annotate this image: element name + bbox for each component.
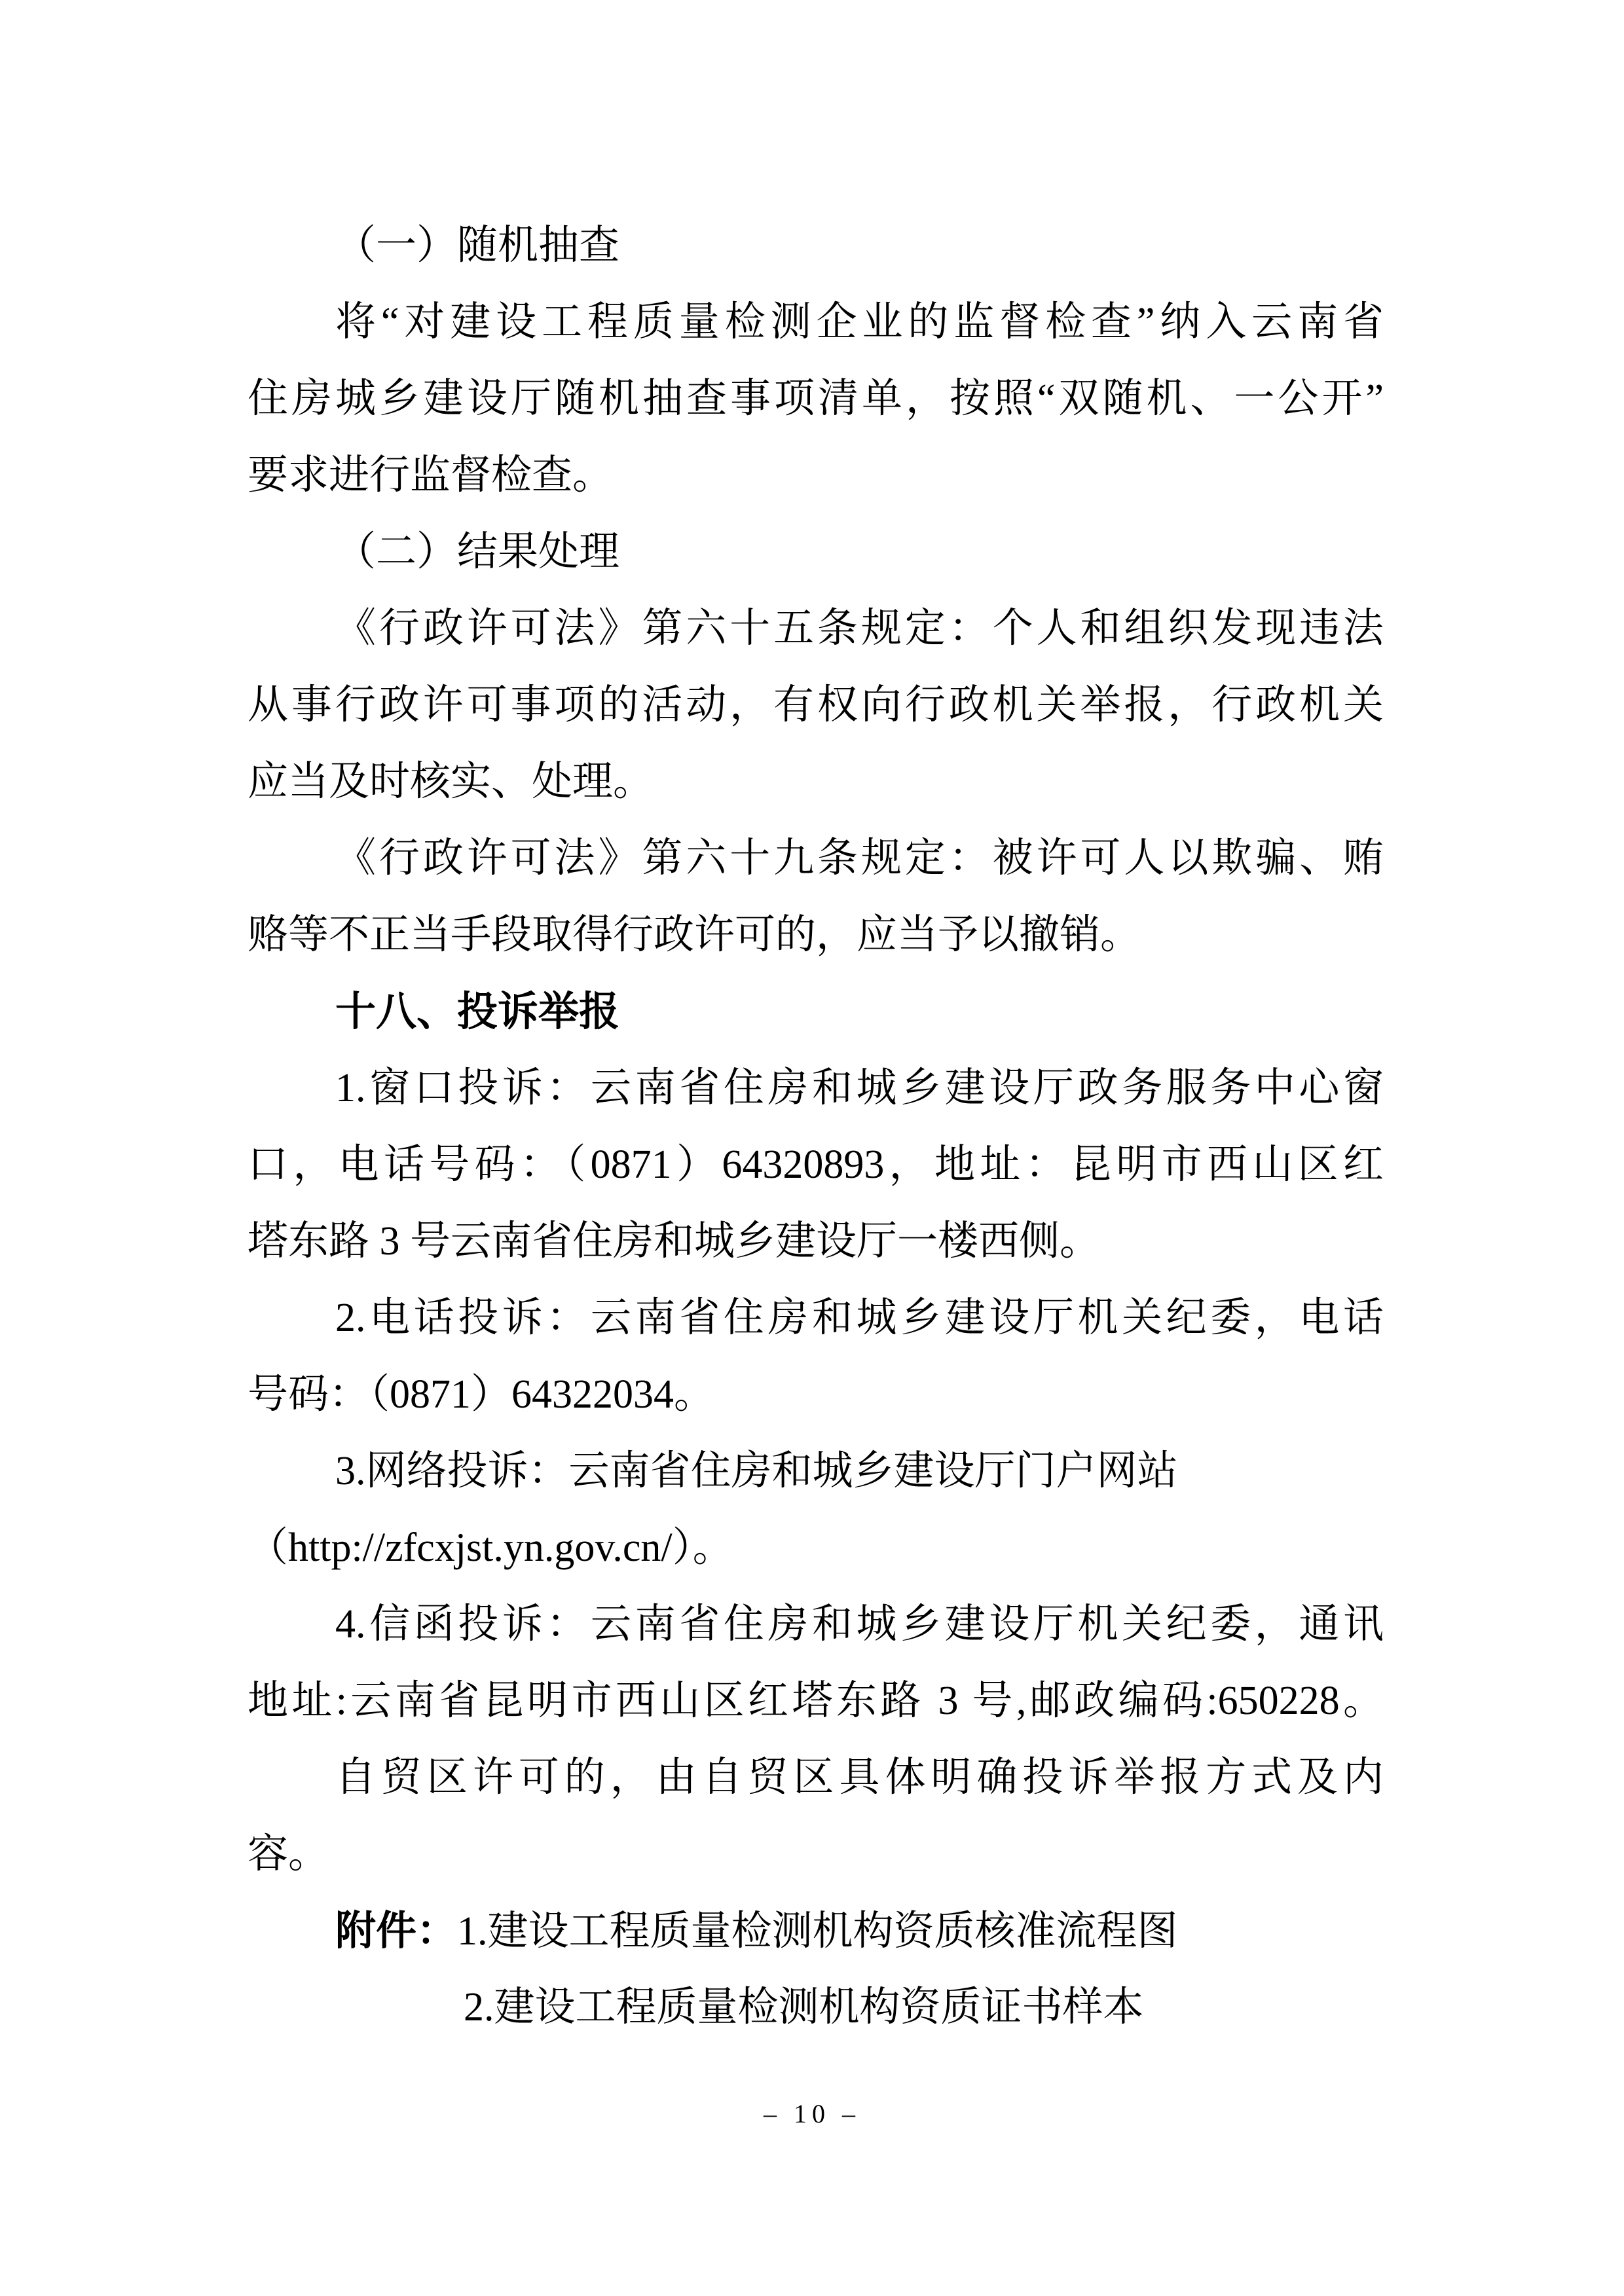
body-line: 自贸区许可的，由自贸区具体明确投诉举报方式及内: [335, 1755, 1384, 1800]
section-heading-18: 十八、投诉举报: [335, 989, 620, 1034]
body-line: 塔东路 3 号云南省住房和城乡建设厅一楼西侧。: [248, 1219, 1101, 1264]
body-line: 从事行政许可事项的活动，有权向行政机关举报，行政机关: [248, 683, 1384, 727]
body-line: 赂等不正当手段取得行政许可的，应当予以撤销。: [248, 913, 1141, 957]
document-body: [248, 208, 1384, 2046]
body-line: 2.电话投诉：云南省住房和城乡建设厅机关纪委，电话: [335, 1296, 1384, 1340]
body-line: 1.窗口投诉：云南省住房和城乡建设厅政务服务中心窗: [335, 1066, 1384, 1110]
attachments-line: [248, 1893, 1384, 1969]
body-line: 住房城乡建设厅随机抽查事项清单，按照“双随机、一公开”: [248, 376, 1384, 421]
body-line: 口，电话号码：（0871）64320893，地址：昆明市西山区红: [248, 1142, 1384, 1187]
body-line: 号码：（0871）64322034。: [248, 1372, 715, 1417]
body-line: 4.信函投诉：云南省住房和城乡建设厅机关纪委，通讯: [335, 1602, 1384, 1647]
page-number: – 10 –: [764, 2099, 860, 2128]
attachment-item-1: 1.建设工程质量检测机构资质核准流程图: [457, 1909, 1178, 1954]
body-line: 应当及时核实、处理。: [248, 759, 654, 804]
body-line: 3.网络投诉：云南省住房和城乡建设厅门户网站: [335, 1449, 1178, 1493]
body-line: 要求进行监督检查。: [248, 453, 614, 498]
sub-heading-1: （一）随机抽查: [335, 223, 620, 268]
sub-heading-2: （二）结果处理: [335, 530, 620, 574]
body-line: 地址:云南省昆明市西山区红塔东路 3 号,邮政编码:650228。: [248, 1679, 1384, 1723]
portal-url-line: （http://zfcxjst.yn.gov.cn/）。: [248, 1525, 733, 1570]
body-line: 《行政许可法》第六十九条规定：被许可人以欺骗、贿: [335, 836, 1384, 881]
body-line: 容。: [248, 1832, 329, 1876]
body-line: 《行政许可法》第六十五条规定：个人和组织发现违法: [335, 606, 1384, 651]
body-line: 将“对建设工程质量检测企业的监督检查”纳入云南省: [335, 300, 1384, 344]
attachment-item-2: 2.建设工程质量检测机构资质证书样本: [464, 1985, 1144, 2030]
attachments-label: 附件：: [335, 1908, 458, 1954]
